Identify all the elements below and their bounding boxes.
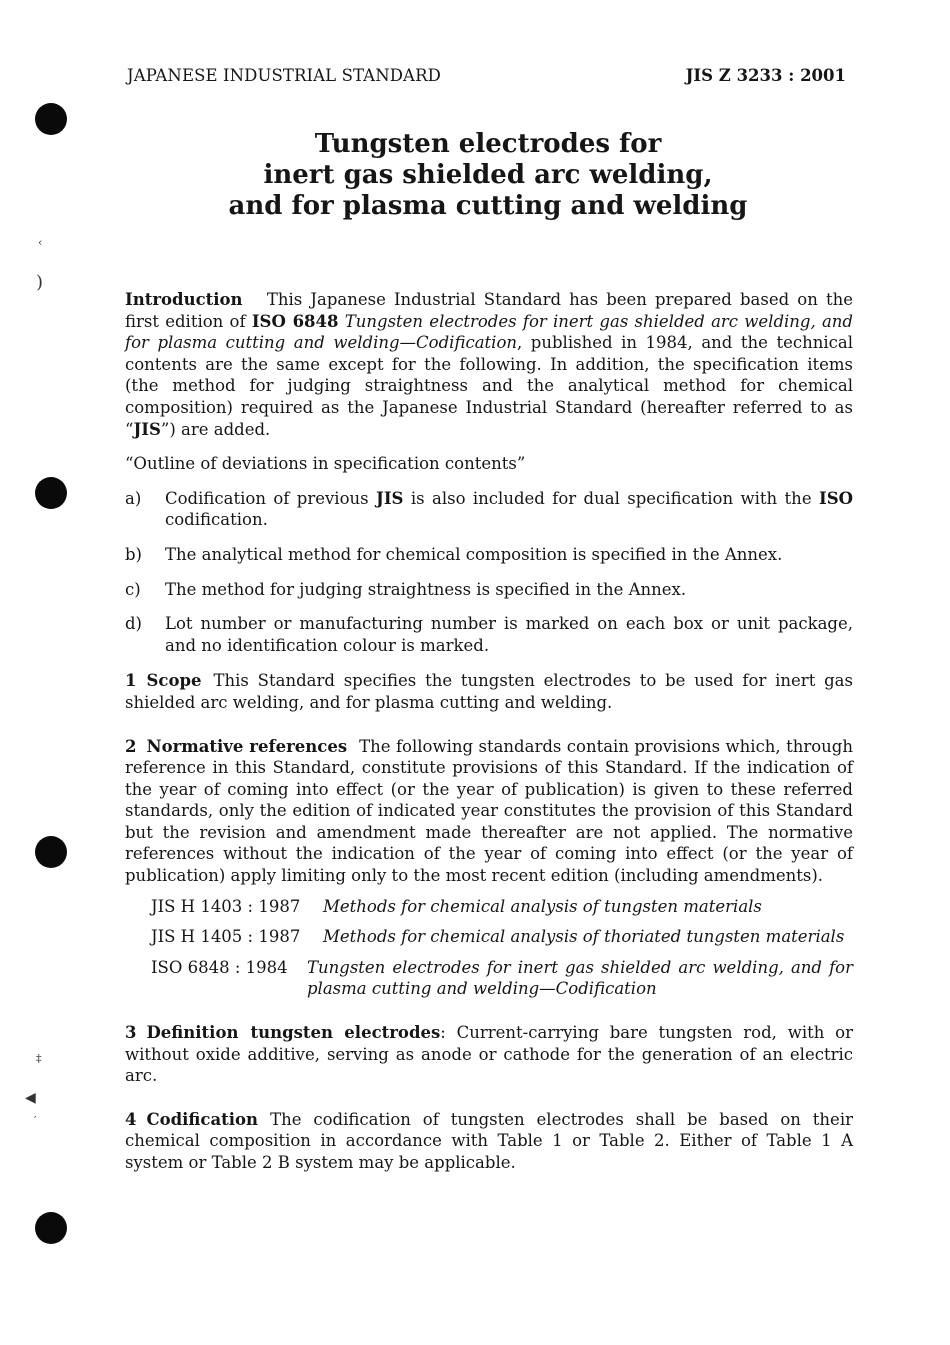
document-title: [0, 129, 950, 222]
jis-term: JIS: [133, 419, 161, 439]
list-item: a) Codification of previous JIS is also included for dual specification with the ISO codification.: [125, 488, 853, 530]
introduction-heading: Introduction: [125, 290, 243, 309]
reference-code: ISO 6848 : 1984: [151, 957, 288, 977]
reference-title: Methods for chemical analysis of tungsten materials: [323, 896, 762, 916]
outline-heading: “Outline of deviations in specification contents”: [125, 454, 526, 474]
reference-code: JIS H 1403 : 1987: [151, 896, 301, 916]
reference-item: [151, 896, 853, 918]
section-codification: 4 Codification The codification of tungsten electrodes shall be based on their chemical composition in accordance with Table 1 or Table 2. Either of Table 1 A system or Table 2 B system may be applicable.: [125, 1109, 853, 1172]
introduction-paragraph: Introduction This Japanese Industrial Standard has been prepared based on the first edition of ISO 6848 Tungsten electrodes for inert gas shielded arc welding, and for plasma cutting and welding—Codification, published in 1984, and the technical contents are the same except for the following. In addition, the specification items (the method for judging straightness and the analytical method for chemical composition) required as the Japanese Industrial Standard (hereafter referred to as “JIS”) are added.: [125, 290, 853, 439]
section-normative-references: 2 Normative references The following standards contain provisions which, through reference in this Standard, constitute provisions of this Standard. If the indication of the year of coming into effect (or the year of publication) is given to these referred standards, only the edition of indicated year constitutes the provision of this Standard but the revision and amendment made thereafter are not applied. The normative references without the indication of the year of coming into effect (or the year of publication) apply limiting only to the most recent edition (including amendments).: [125, 736, 853, 886]
defined-term: tungsten electrodes: [250, 1023, 441, 1043]
list-marker: b): [125, 544, 142, 564]
document-body: [125, 289, 853, 1174]
list-item: c) The method for judging straightness is specified in the Annex.: [125, 579, 687, 599]
reference-title: Methods for chemical analysis of thoriated tungsten materials: [323, 927, 845, 947]
reference-list: [151, 896, 853, 1000]
section-definition: 3 Definition tungsten electrodes: Current-carrying bare tungsten rod, with or without oxide additive, serving as anode or cathode for the generation of an electric arc.: [125, 1023, 853, 1086]
list-item: d) Lot number or manufacturing number is marked on each box or unit package, and no identification colour is marked.: [125, 614, 853, 655]
punch-hole: [35, 836, 67, 868]
iso-reference: ISO 6848: [251, 311, 339, 331]
scan-speck: ′: [34, 1114, 37, 1127]
list-marker: c): [125, 579, 141, 599]
list-marker: a): [125, 488, 142, 508]
scan-speck: ◀: [25, 1090, 36, 1106]
title-line: and for plasma cutting and welding: [228, 191, 748, 221]
scan-speck: ‹: [38, 236, 43, 249]
reference-item: [151, 926, 853, 948]
header-standard-number: JIS Z 3233 : 2001: [685, 66, 846, 85]
header-standard-name: JAPANESE INDUSTRIAL STANDARD: [127, 66, 441, 85]
scan-speck: ): [36, 272, 44, 293]
title-line: inert gas shielded arc welding,: [263, 160, 713, 190]
list-item: b) The analytical method for chemical composition is specified in the Annex.: [125, 544, 783, 564]
deviation-list: [125, 488, 853, 657]
reference-title: Tungsten electrodes for inert gas shielded arc welding, and for plasma cutting and welding—Codification: [307, 957, 853, 999]
scan-speck: ‡: [36, 1052, 42, 1065]
section-scope: 1 Scope This Standard specifies the tungsten electrodes to be used for inert gas shielded arc welding, and for plasma cutting and welding.: [125, 671, 853, 712]
iso-title: Tungsten electrodes for inert gas shielded arc welding, and for plasma cutting and welding—Codification: [125, 311, 853, 353]
title-line: Tungsten electrodes for: [314, 129, 662, 159]
punch-hole: [35, 1212, 67, 1244]
list-marker: d): [125, 614, 142, 634]
reference-code: JIS H 1405 : 1987: [151, 927, 301, 947]
reference-item: [151, 957, 853, 1000]
punch-hole: [35, 477, 67, 509]
